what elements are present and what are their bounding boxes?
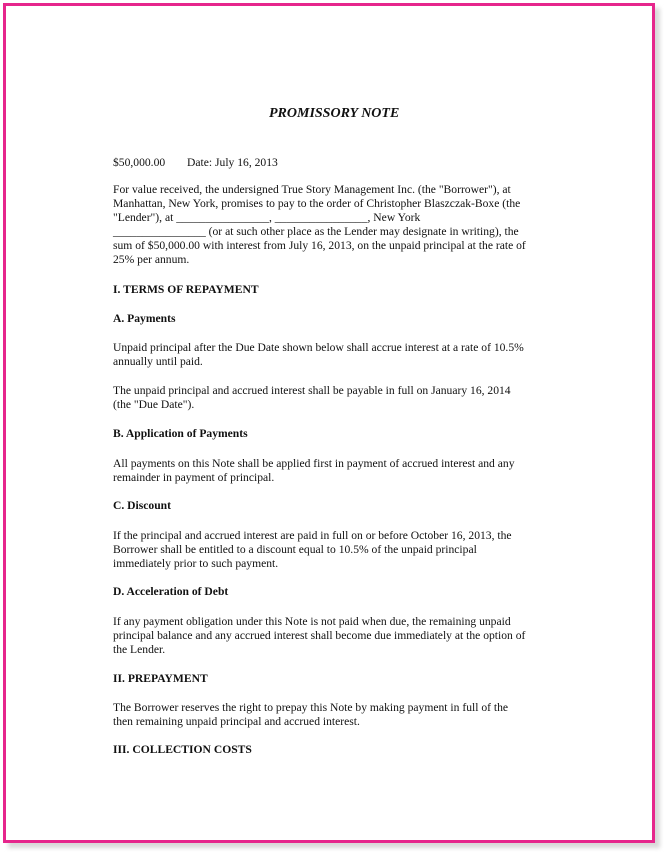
amount-date-line: [113, 156, 278, 170]
intro-line: Manhattan, New York, promises to pay to the order of Christopher Blaszczak-Boxe (the: [113, 197, 521, 210]
section-heading-collection-costs: III. COLLECTION COSTS: [113, 743, 252, 756]
intro-line: For value received, the undersigned True Story Management Inc. (the "Borrower"), at: [113, 183, 511, 196]
paragraph-line: (the "Due Date").: [113, 398, 195, 411]
payments-paragraph-1: [113, 341, 565, 369]
subsection-heading-acceleration: D. Acceleration of Debt: [113, 585, 229, 598]
paragraph-line: then remaining unpaid principal and accrued interest.: [113, 715, 360, 728]
paragraph-line: annually until paid.: [113, 355, 203, 368]
intro-line: ________________ (or at such other place as the Lender may designate in writing), the: [113, 225, 519, 238]
subsection-heading-discount: C. Discount: [113, 499, 171, 512]
application-paragraph: [113, 457, 565, 485]
paragraph-line: All payments on this Note shall be applied first in payment of accrued interest and any: [113, 457, 515, 470]
paragraph-line: The Borrower reserves the right to prepay this Note by making payment in full of the: [113, 701, 509, 714]
intro-line: 25% per annum.: [113, 253, 190, 266]
acceleration-paragraph: [113, 615, 565, 657]
subsection-heading-application: B. Application of Payments: [113, 427, 248, 440]
document-title: PROMISSORY NOTE: [269, 106, 400, 121]
paragraph-line: remainder in payment of principal.: [113, 471, 275, 484]
paragraph-line: If the principal and accrued interest are paid in full on or before October 16, 2013, the: [113, 529, 512, 542]
section-heading-prepayment: II. PREPAYMENT: [113, 672, 208, 685]
subsection-heading-payments: A. Payments: [113, 312, 176, 325]
paragraph-line: immediately prior to such payment.: [113, 557, 279, 570]
payments-paragraph-2: [113, 384, 565, 412]
discount-paragraph: [113, 529, 565, 571]
intro-paragraph: [113, 183, 565, 267]
paragraph-line: The unpaid principal and accrued interest shall be payable in full on January 16, 2014: [113, 384, 511, 397]
section-heading-terms: I. TERMS OF REPAYMENT: [113, 283, 259, 296]
paragraph-line: Unpaid principal after the Due Date shown below shall accrue interest at a rate of 10.5%: [113, 341, 524, 354]
page-frame: [3, 3, 655, 843]
paragraph-line: principal balance and any accrued interest shall become due immediately at the option of: [113, 629, 526, 642]
note-date: Date: July 16, 2013: [187, 156, 278, 169]
paragraph-line: the Lender.: [113, 643, 166, 656]
prepayment-paragraph: [113, 701, 565, 729]
intro-line: sum of $50,000.00 with interest from July 16, 2013, on the unpaid principal at the rate of: [113, 239, 526, 252]
intro-line: "Lender"), at ________________, ________________, New York: [113, 211, 421, 224]
note-amount: $50,000.00: [113, 156, 166, 169]
paragraph-line: If any payment obligation under this Note is not paid when due, the remaining unpaid: [113, 615, 511, 628]
paragraph-line: Borrower shall be entitled to a discount equal to 10.5% of the unpaid principal: [113, 543, 477, 556]
